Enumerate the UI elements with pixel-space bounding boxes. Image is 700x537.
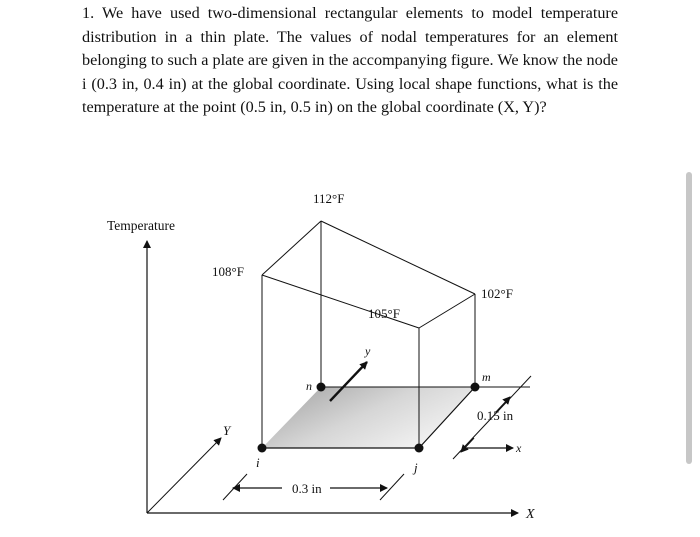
dim-height-arrow-down: [461, 438, 474, 452]
dim-width-label: 0.3 in: [292, 481, 322, 496]
node-i-label: i: [256, 455, 260, 470]
node-j-label: j: [414, 460, 418, 475]
y-axis-global: [147, 438, 221, 513]
y-axis-label: Y: [223, 423, 231, 438]
dim-width-tick-left: [223, 474, 247, 500]
dim-height-label: 0.15 in: [477, 408, 514, 423]
temp-i-label: 108°F: [212, 264, 244, 279]
node-j-dot: [415, 444, 424, 453]
x-axis-label: X: [526, 507, 535, 522]
node-m-dot: [471, 383, 480, 392]
vertical-scrollbar[interactable]: [686, 172, 692, 464]
local-x-label: x: [516, 441, 522, 455]
element-plate: [262, 387, 475, 448]
temp-n-label: 112°F: [313, 191, 345, 206]
temperature-axis-label: Temperature: [107, 218, 176, 233]
node-n-dot: [317, 383, 326, 392]
surface-edge-n-i: [262, 221, 321, 275]
surface-edge-m-n: [321, 221, 475, 294]
node-m-label: m: [482, 370, 491, 384]
temp-j-label: 105°F: [368, 306, 400, 321]
local-y-label: y: [365, 344, 371, 358]
surface-edge-j-m: [419, 294, 475, 328]
temp-m-label: 102°F: [481, 286, 513, 301]
dim-width-tick-right: [380, 474, 404, 500]
question-text: 1. We have used two-dimensional rectangular elements to model temperature distribution in a thin plate. The values of nodal temperatures for an element belonging to such a plate are given in the accompanying figure. We know the node i (0.3 in, 0.4 in) at the global coordinate. Using local shape functions, what is the temperature at the point (0.5 in, 0.5 in) on the global coordinate (X, Y)?: [82, 4, 618, 116]
node-i-dot: [258, 444, 267, 453]
node-n-label: n: [306, 379, 312, 393]
